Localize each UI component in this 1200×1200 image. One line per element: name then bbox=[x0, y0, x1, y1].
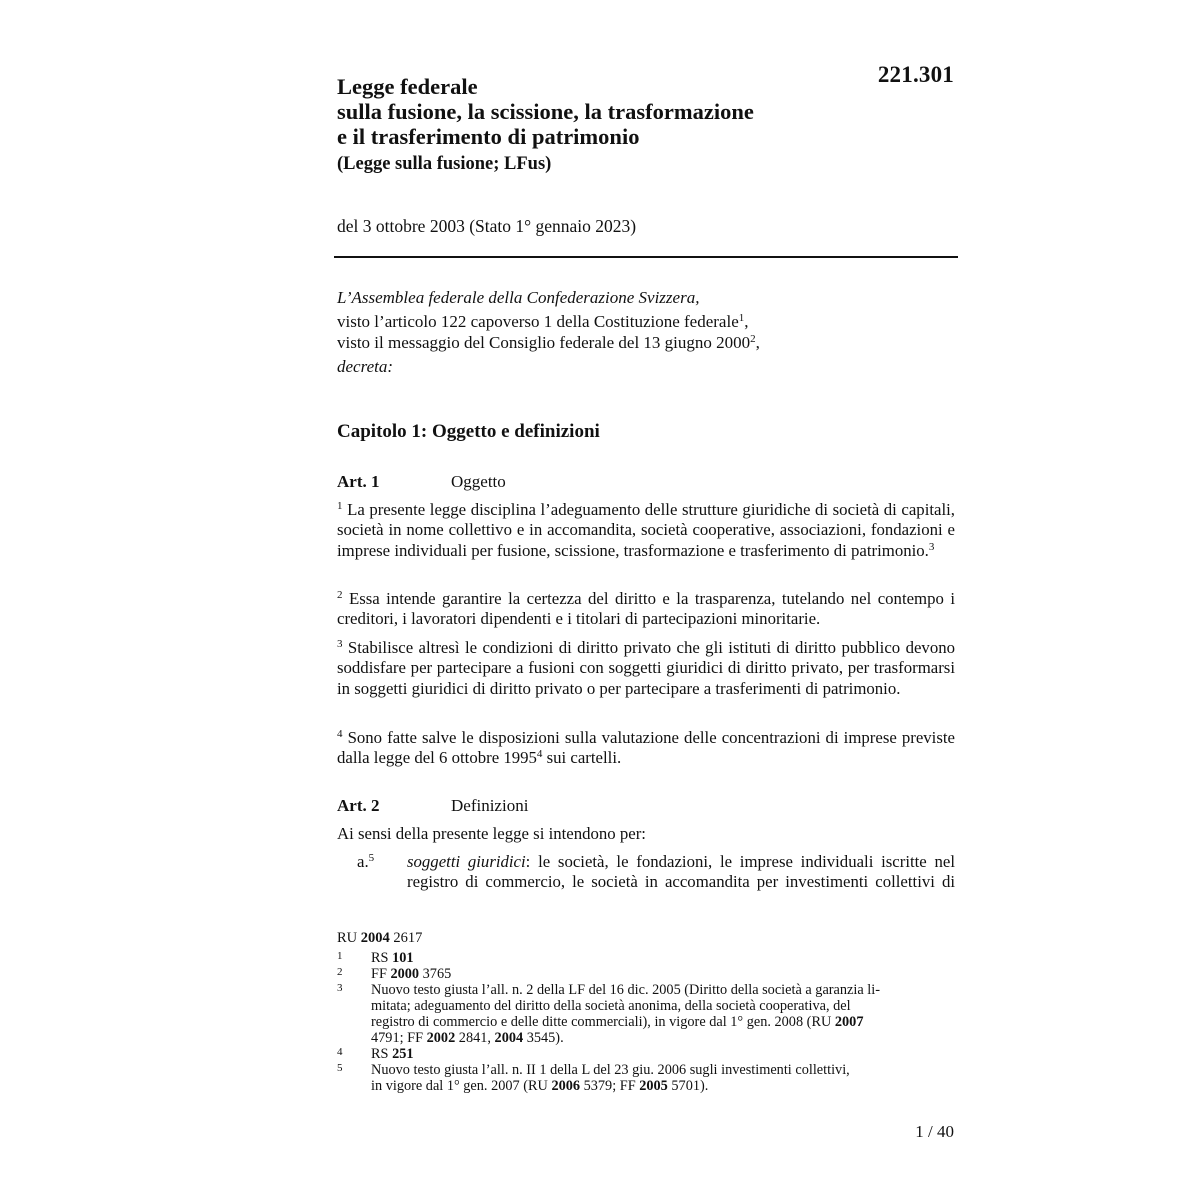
article-paragraph: $^2$ Essa intende garantire la certezza del diritto e la trasparenza, tutelando nel contempo i creditori, i lavoratori dipendenti e i titolari di partecipazioni minoritarie. bbox=[337, 589, 955, 629]
footnote-ref[interactable]: 3 bbox=[928, 540, 935, 553]
law-date: del 3 ottobre 2003 (Stato 1° gennaio 2023) bbox=[337, 216, 637, 236]
footnotes bbox=[337, 950, 957, 1094]
article-heading bbox=[337, 472, 506, 492]
title-line: sulla fusione, la scissione, la trasformazione bbox=[337, 99, 754, 124]
preamble bbox=[337, 287, 760, 377]
document-page bbox=[337, 58, 958, 1158]
footnote: 5 Nuovo testo giusta l’all. n. II 1 della L del 23 giu. 2006 sugli investimenti collettivi, in vigore dal 1° gen. 2007 (RU 2006 5379; FF 2005 5701). bbox=[337, 1062, 850, 1094]
article-number: Art. 2 bbox=[337, 796, 380, 815]
defined-term: soggetti giuridici bbox=[407, 852, 526, 871]
article-paragraph: $^1$ La presente legge disciplina l’adeguamento delle strutture giuridiche di società di capitali, società in nome collettivo e in accomandita, società cooperative, associazioni, fondazioni e imprese individuali per fusione, scissione, trasformazione e trasferimento di patrimonio.$^3$ bbox=[337, 500, 955, 560]
paragraph-number: 2 bbox=[337, 589, 343, 601]
footnote-number: 1 bbox=[337, 950, 343, 962]
footnote: 2 FF 2000 3765 bbox=[337, 966, 452, 982]
preamble-line: visto l’articolo 122 capoverso 1 della Costituzione federale$^1$, bbox=[337, 312, 749, 331]
footnote-number: 2 bbox=[337, 966, 343, 978]
chapter-heading: Capitolo 1: Oggetto e definizioni bbox=[337, 421, 600, 442]
footnote: 4 RS 251 bbox=[337, 1046, 414, 1062]
title-line: Legge federale bbox=[337, 74, 478, 99]
paragraph-number: 4 bbox=[337, 728, 343, 740]
footnote: 1 RS 101 bbox=[337, 950, 414, 966]
footnote-number: 4 bbox=[337, 1046, 343, 1058]
paragraph-number: 1 bbox=[337, 500, 343, 512]
sr-number: 221.301 bbox=[877, 62, 954, 87]
footnote-ref[interactable]: 2 bbox=[750, 333, 756, 345]
preamble-assembly: L’Assemblea federale della Confederazione Svizzera, bbox=[337, 288, 700, 307]
footnote: 3 Nuovo testo giusta l’all. n. 2 della LF del 16 dic. 2005 (Diritto della società a garanzia li- mitata; adeguamento del diritto della società anonima, della società cooperativa, del registro di commercio e delle ditte commerciali), in vigore dal 1° gen. 2008 (RU 2007 4791; FF 2002 2841, 2004 3545). bbox=[337, 982, 880, 1046]
footnote-ref[interactable]: 5 bbox=[368, 852, 375, 864]
footnote-ref[interactable]: 4 bbox=[536, 748, 543, 761]
item-letter: a.$^5$ bbox=[357, 852, 375, 871]
article-title: Oggetto bbox=[451, 472, 506, 491]
article-paragraph: $^3$ Stabilisce altresì le condizioni di diritto privato che gli istituti di diritto pubblico devono soddisfare per partecipare a fusioni con soggetti giuridici di diritto privato, per trasformarsi in soggetti giuridici di diritto privato o per partecipare a trasferimenti di patrimonio. bbox=[337, 638, 955, 698]
header-divider bbox=[334, 256, 958, 258]
footnote-ref[interactable]: 1 bbox=[738, 312, 745, 324]
preamble-line: visto il messaggio del Consiglio federale del 13 giugno 2000$^2$, bbox=[337, 333, 760, 352]
law-short-title: (Legge sulla fusione; LFus) bbox=[337, 154, 552, 174]
preamble-decree: decreta: bbox=[337, 357, 394, 376]
title-line: e il trasferimento di patrimonio bbox=[337, 124, 640, 149]
law-title bbox=[337, 74, 754, 149]
footnote-number: 3 bbox=[337, 982, 343, 994]
footnote-number: 5 bbox=[337, 1062, 343, 1074]
article-title: Definizioni bbox=[451, 796, 529, 815]
item-text: soggetti giuridici: le società, le fondazioni, le imprese individuali iscritte nel registro di commercio, le società in accomandita per investimenti collettivi di bbox=[407, 852, 955, 892]
definition-item bbox=[357, 852, 955, 893]
article-number: Art. 1 bbox=[337, 472, 380, 491]
article-paragraph: $^4$ Sono fatte salve le disposizioni sulla valutazione delle concentrazioni di imprese previste dalla legge del 6 ottobre 1995$^4$ sui cartelli. bbox=[337, 728, 955, 768]
ru-reference: RU 2004 2617 bbox=[337, 930, 423, 946]
article-heading bbox=[337, 796, 528, 816]
article-intro: Ai sensi della presente legge si intendono per: bbox=[337, 824, 646, 843]
page-number: 1 / 40 bbox=[915, 1122, 954, 1141]
paragraph-number: 3 bbox=[337, 638, 343, 650]
